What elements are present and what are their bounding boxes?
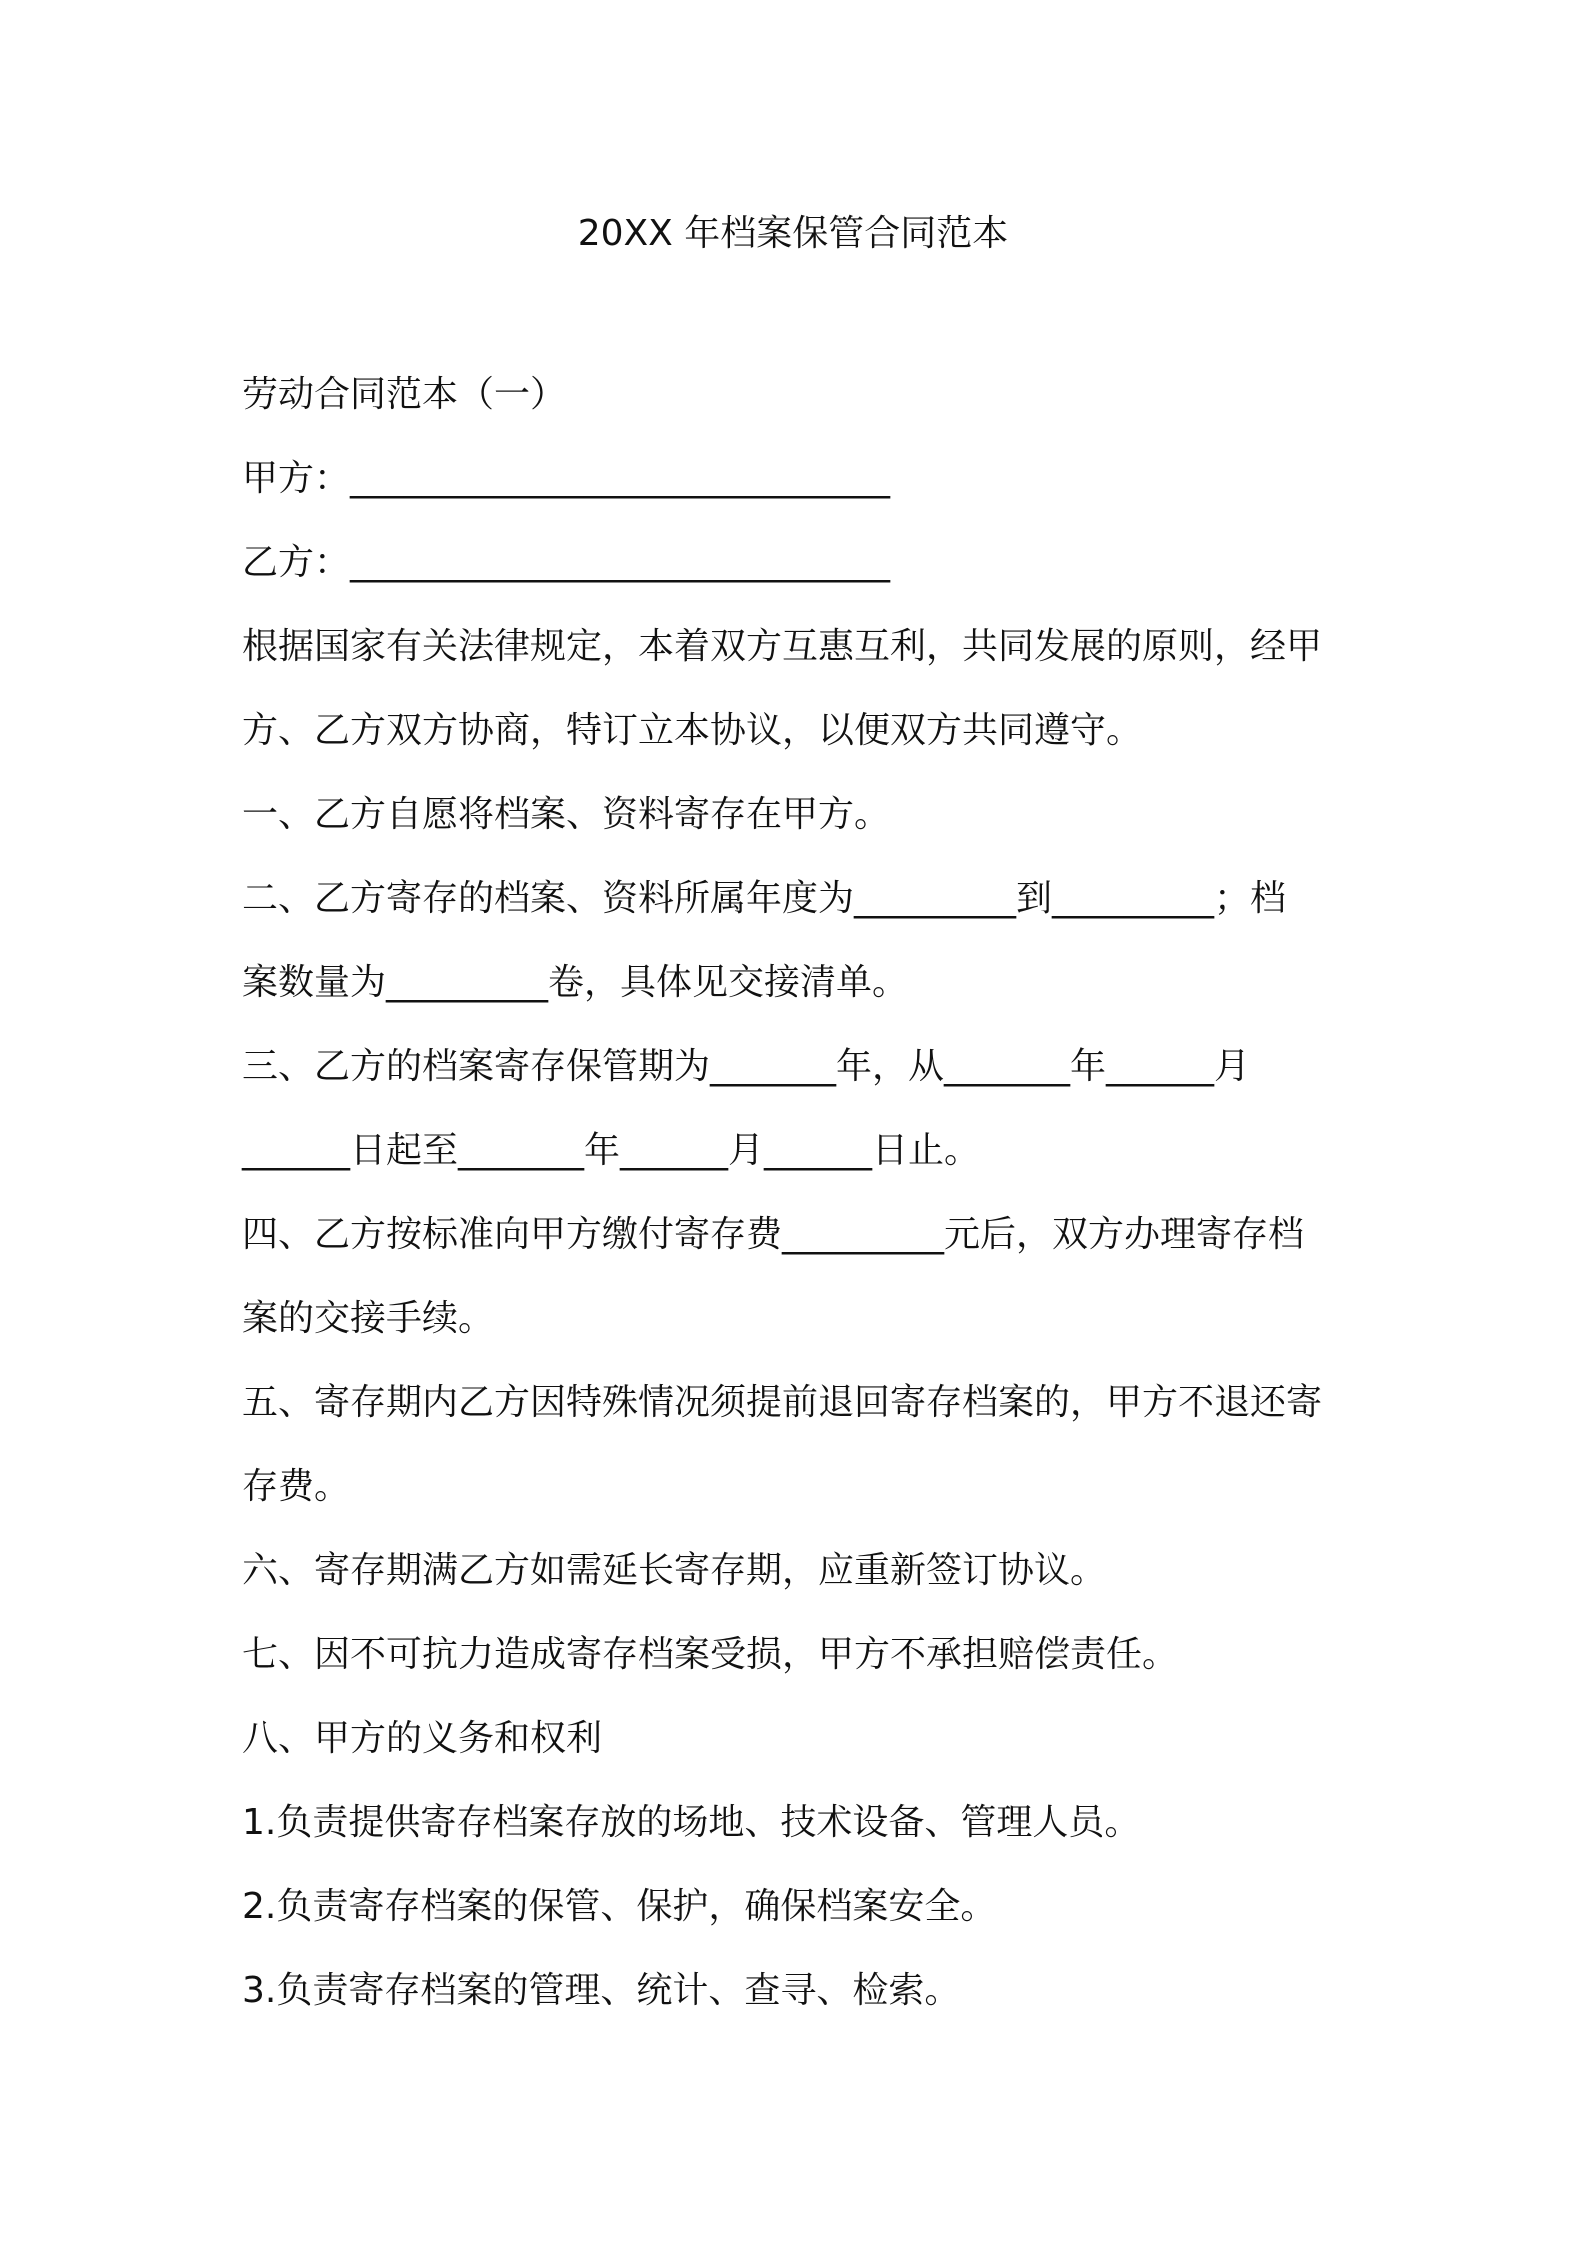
clause-2-line-1: 二、乙方寄存的档案、资料所属年度为_________到_________；档 [242,878,1287,919]
clause-3-line-1: 三、乙方的档案寄存保管期为_______年，从_______年______月 [242,1046,1251,1087]
clause-7: 七、因不可抗力造成寄存档案受损，甲方不承担赔偿责任。 [242,1634,1179,1675]
clause-5-line-1: 五、寄存期内乙方因特殊情况须提前退回寄存档案的，甲方不退还寄 [242,1382,1323,1423]
preamble-line-2: 方、乙方双方协商，特订立本协议，以便双方共同遵守。 [242,710,1143,751]
preamble-line-1: 根据国家有关法律规定，本着双方互惠互利，共同发展的原则，经甲 [242,626,1323,667]
clause-2-line-2: 案数量为_________卷，具体见交接清单。 [242,962,909,1003]
clause-6: 六、寄存期满乙方如需延长寄存期，应重新签订协议。 [242,1550,1107,1591]
party-b-line: 乙方：______________________________ [242,542,891,583]
clause-5-line-2: 存费。 [242,1466,351,1507]
clause-8-item-3: 3.负责寄存档案的管理、统计、查寻、检索。 [242,1970,961,2011]
clause-4-line-2: 案的交接手续。 [242,1298,495,1339]
clause-3-line-2: ______日起至_______年______月______日止。 [242,1130,981,1171]
clause-1: 一、乙方自愿将档案、资料寄存在甲方。 [242,794,891,835]
clause-8-item-2: 2.负责寄存档案的保管、保护，确保档案安全。 [242,1886,997,1927]
document-title: 20XX 年档案保管合同范本 [577,213,1009,254]
clause-8-heading: 八、甲方的义务和权利 [242,1718,603,1759]
clause-4-line-1: 四、乙方按标准向甲方缴付寄存费_________元后，双方办理寄存档 [242,1214,1305,1255]
clause-8-item-1: 1.负责提供寄存档案存放的场地、技术设备、管理人员。 [242,1802,1141,1843]
party-a-line: 甲方：______________________________ [242,458,891,499]
section-heading: 劳动合同范本（一） [242,374,567,415]
